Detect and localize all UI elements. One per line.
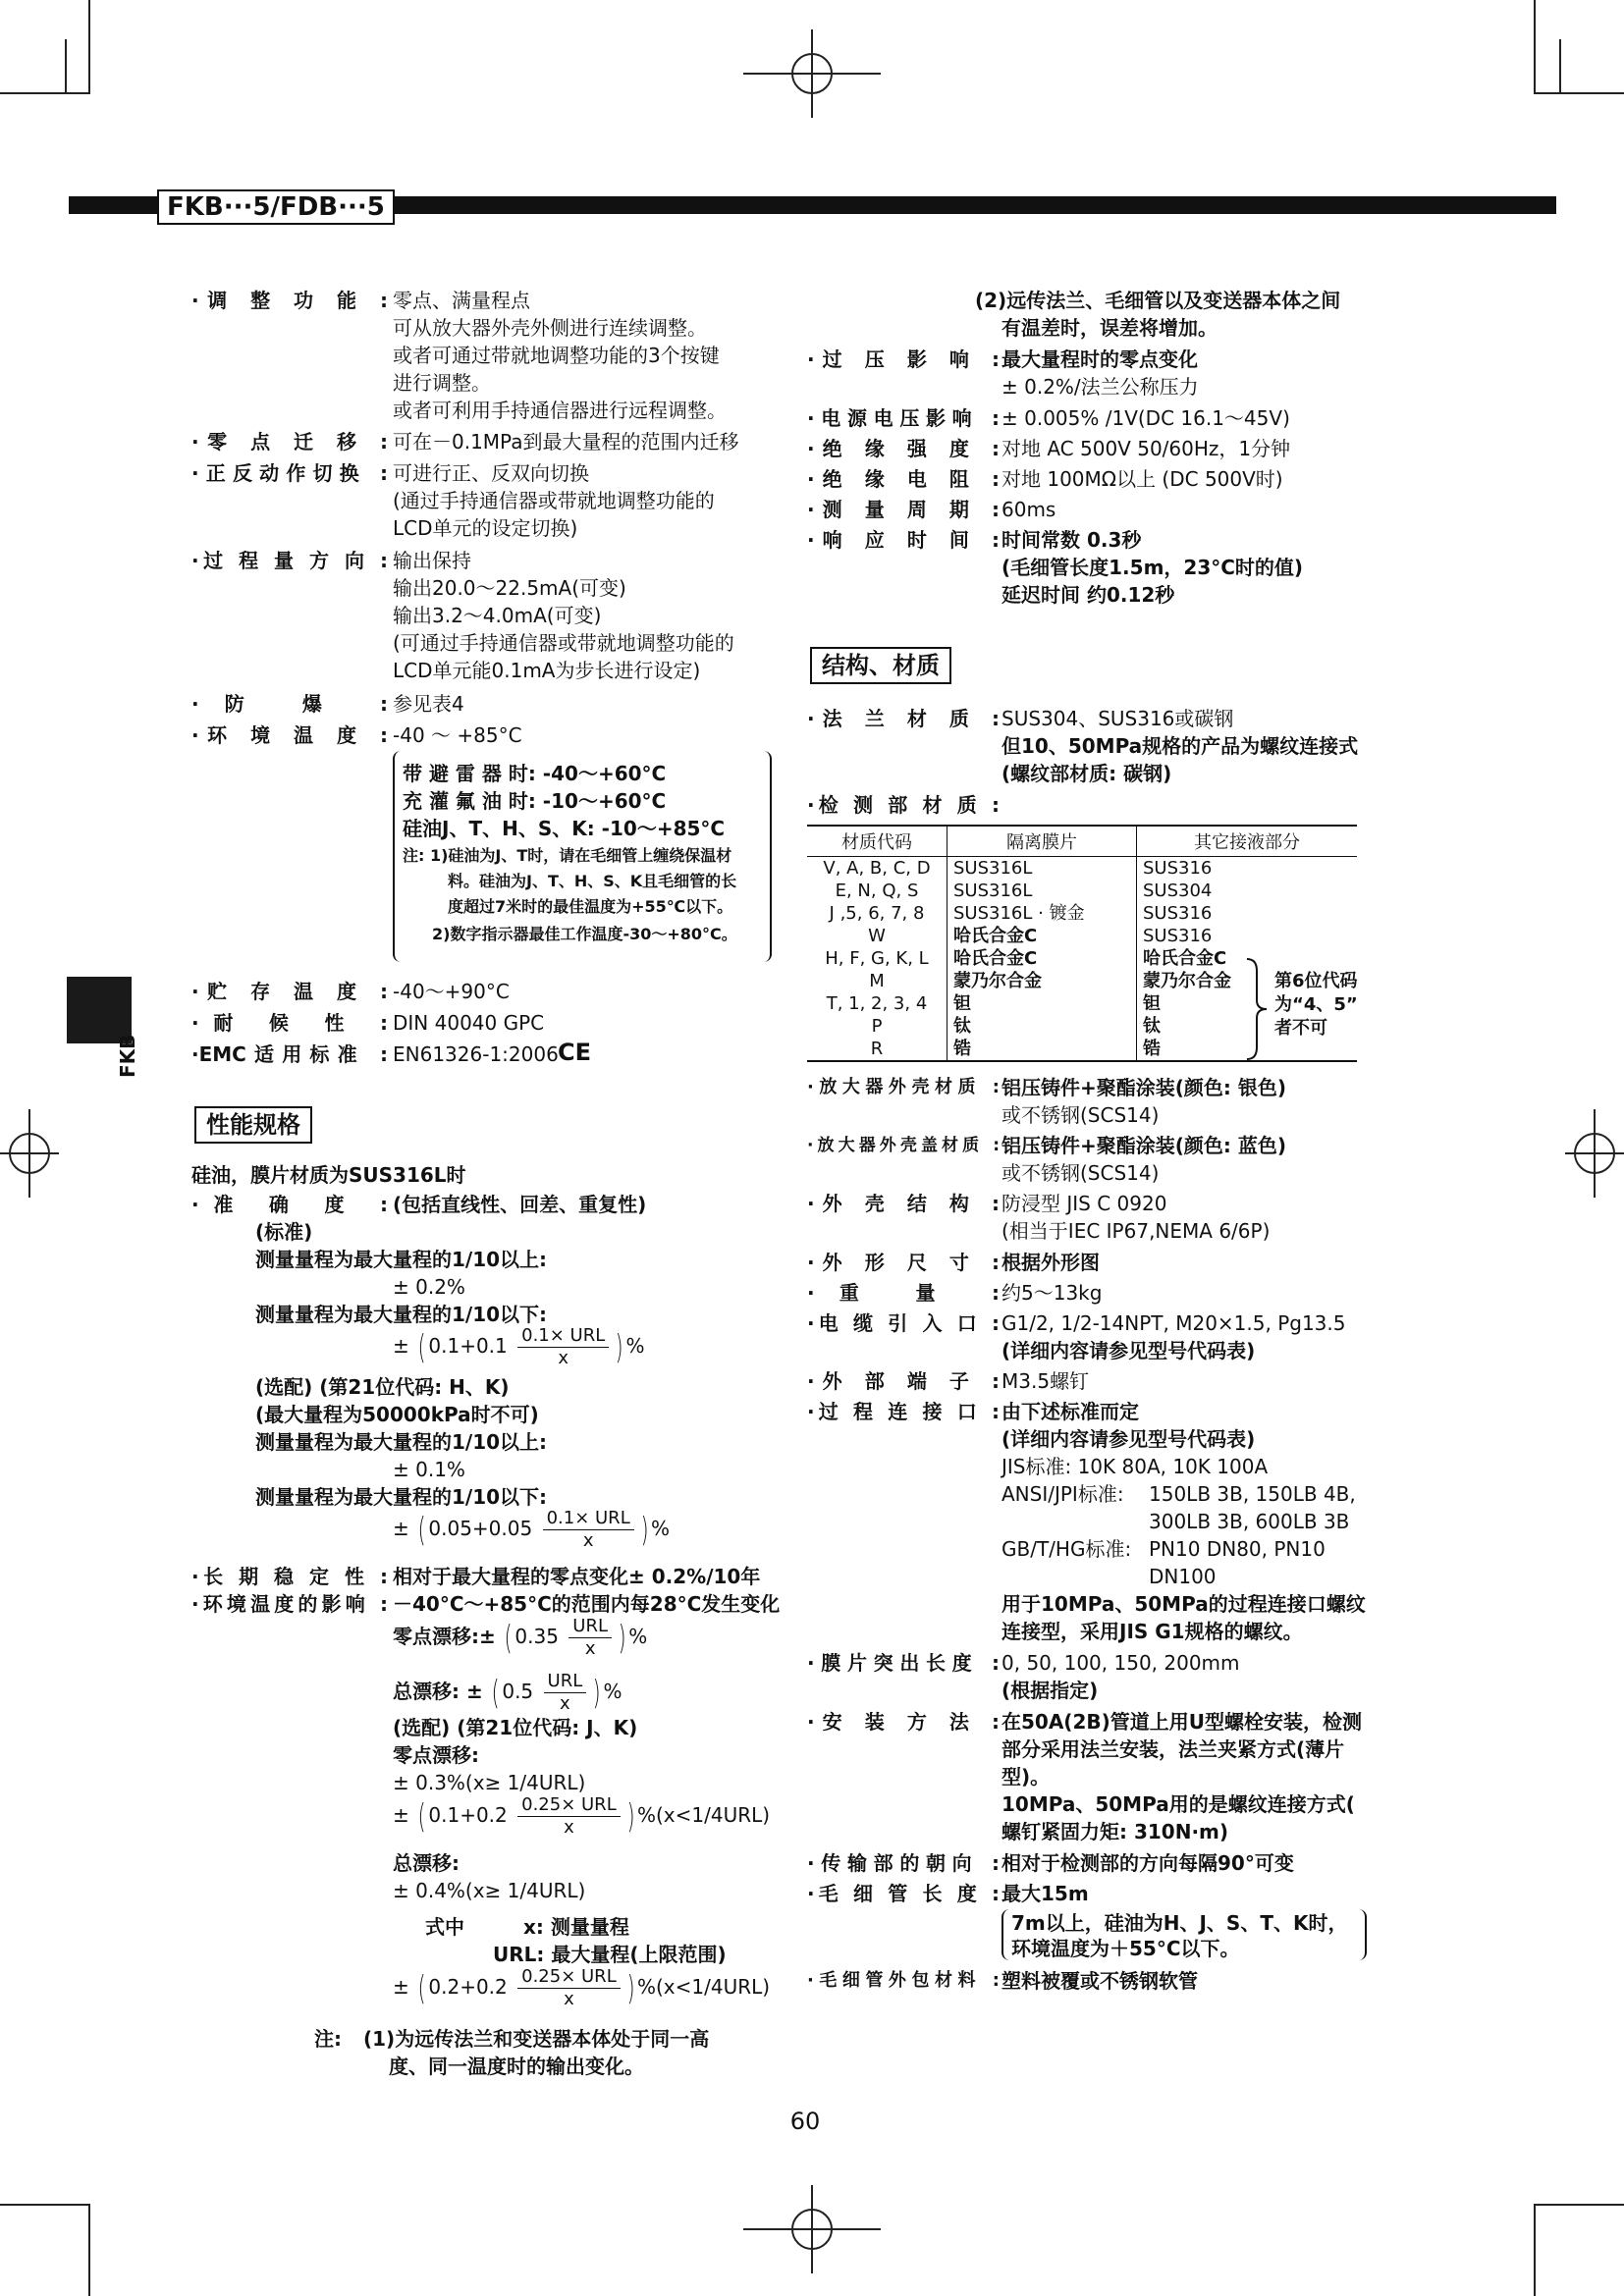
flange-line: (螺纹部材质: 碳钢) bbox=[1001, 762, 1172, 785]
accuracy-label: ·准 确 度 : bbox=[191, 1193, 388, 1216]
storage-label: ·贮 存 温 度 : bbox=[191, 980, 388, 1003]
mounting-label: ·安 装 方 法 : bbox=[807, 1710, 1000, 1734]
ambient-note: 度超过7米时的最佳温度为+55℃以下。 bbox=[448, 897, 733, 916]
terminal-value: M3.5螺钉 bbox=[1001, 1369, 1090, 1393]
table-header: 隔离膜片 bbox=[947, 826, 1137, 857]
cable-label: ·电 缆 引 入 口 : bbox=[807, 1311, 1000, 1335]
adjust-line: 或者可利用手持通信器进行远程调整。 bbox=[393, 399, 727, 422]
adjust-line: 或者可通过带就地调整功能的3个按键 bbox=[393, 344, 720, 367]
crop-mark bbox=[88, 2204, 90, 2296]
storage-value: -40～+90°C bbox=[393, 980, 510, 1003]
accuracy-cond: 测量量程为最大量程的1/10以下: bbox=[255, 1303, 548, 1326]
struct-title: 结构、材质 bbox=[810, 647, 951, 684]
crop-mark bbox=[1534, 2204, 1624, 2206]
registration-mark bbox=[743, 2185, 881, 2273]
supply-label: ·电源电压影响 : bbox=[807, 406, 1000, 430]
table-cell: 哈氏合金C bbox=[947, 947, 1137, 970]
table-cell: SUS316 bbox=[1137, 925, 1358, 947]
accuracy-formula-1: ± ( 0.1+0.1 $\frac{\text{0.1× URL}}{x}$ ) % bbox=[393, 1325, 645, 1368]
table-cell: 哈氏合金C bbox=[1137, 947, 1358, 970]
note1-label: 注: bbox=[314, 2027, 342, 2051]
process-conn-thread: 用于10MPa、50MPa的过程连接口螺纹 bbox=[1001, 1592, 1366, 1616]
table-row bbox=[807, 1038, 1357, 1061]
ambient-box-line: 带 避 雷 器 时: -40～+60°C bbox=[403, 762, 667, 785]
sheath-value: 塑料被覆或不锈钢软管 bbox=[1001, 1969, 1198, 1993]
explosion-label: ·防 爆 : bbox=[191, 692, 388, 716]
insulation-value: 对地 100MΩ以上 (DC 500V时) bbox=[1001, 467, 1283, 491]
table-cell: 锆 bbox=[947, 1038, 1137, 1061]
table-cell: V, A, B, C, D bbox=[823, 858, 931, 879]
ambient-label: ·环 境 温 度 : bbox=[191, 723, 388, 747]
process-conn-gb-label: GB/T/HG标准: bbox=[1001, 1537, 1132, 1561]
burnout-line: 输出3.2～4.0mA(可变) bbox=[393, 604, 602, 627]
crop-mark bbox=[65, 39, 67, 94]
mounting-line: 部分采用法兰安装，法兰夹紧方式(薄片 bbox=[1001, 1737, 1345, 1761]
adjust-line: 进行调整。 bbox=[393, 371, 491, 395]
overpressure-line: 最大量程时的零点变化 bbox=[1001, 347, 1198, 371]
capillary-value: 最大15m bbox=[1001, 1882, 1089, 1905]
emc-value: EN61326-1:2006 bbox=[393, 1042, 559, 1066]
burnout-line: (可通过手持通信器或带就地调整功能的 bbox=[393, 631, 734, 655]
total-drift-2: 总漂移: bbox=[393, 1851, 460, 1875]
url-definition: URL: 最大量程(上限范围) bbox=[493, 1943, 727, 1966]
dimensions-value: 根据外形图 bbox=[1001, 1251, 1100, 1274]
zero-drift-formula-2: ± ( 0.1+0.2 $\frac{\text{0.25× URL}}{x}$ ) %(x<1/4URL) bbox=[393, 1794, 771, 1838]
mounting-line: 型)。 bbox=[1001, 1765, 1051, 1789]
response-line: 延迟时间 约0.12秒 bbox=[1001, 583, 1175, 607]
adjust-label: ·调 整 功 能 : bbox=[191, 289, 388, 312]
table-cell: E, N, Q, S bbox=[835, 881, 919, 901]
side-tab-label: FKB bbox=[116, 1034, 139, 1078]
reverse-line: LCD单元的设定切换) bbox=[393, 516, 578, 540]
process-conn-ansi: 150LB 3B, 150LB 4B, bbox=[1149, 1482, 1356, 1506]
mounting-line: 在50A(2B)管道上用U型螺栓安装，检测 bbox=[1001, 1710, 1362, 1734]
process-conn-gb: DN100 bbox=[1149, 1565, 1217, 1588]
burnout-line: LCD单元能0.1mA为步长进行设定) bbox=[393, 659, 701, 682]
emc-label: ·EMC适用标准 : bbox=[191, 1042, 388, 1066]
accuracy-val: ± 0.1% bbox=[393, 1458, 465, 1481]
flange-line: SUS304、SUS316或碳钢 bbox=[1001, 707, 1234, 730]
response-line: 时间常数 0.3秒 bbox=[1001, 528, 1142, 552]
table-cell: 钛 bbox=[1137, 1015, 1358, 1038]
process-conn-line: (详细内容请参见型号代码表) bbox=[1001, 1427, 1256, 1451]
temp-effect-opt: (选配) (第21位代码: J、K) bbox=[393, 1716, 638, 1739]
dielectric-label: ·绝 缘 强 度 : bbox=[807, 437, 1000, 460]
protrusion-label: ·膜片突出长度 : bbox=[807, 1651, 1000, 1675]
protrusion-note: (根据指定) bbox=[1001, 1679, 1099, 1702]
capillary-label: ·毛 细 管 长 度 : bbox=[807, 1882, 1000, 1905]
process-conn-thread: 连接型，采用JIS G1规格的螺纹。 bbox=[1001, 1620, 1303, 1643]
table-row bbox=[807, 925, 1357, 947]
table-cell: W bbox=[868, 926, 886, 946]
direction-value: 相对于检测部的方向每隔90°可变 bbox=[1001, 1851, 1294, 1875]
weight-value: 约5～13kg bbox=[1001, 1281, 1103, 1305]
reverse-line: (通过手持通信器或带就地调整功能的 bbox=[393, 489, 715, 512]
insulation-label: ·绝 缘 电 阻 : bbox=[807, 467, 1000, 491]
cycle-label: ·测 量 周 期 : bbox=[807, 498, 1000, 521]
table-cell: SUS316L · 镀金 bbox=[947, 902, 1137, 925]
cable-value: G1/2, 1/2-14NPT, M20×1.5, Pg13.5 bbox=[1001, 1311, 1346, 1335]
weather-label: ·耐 候 性 : bbox=[191, 1011, 388, 1035]
total-drift-2-value: ± 0.4%(x≥ 1/4URL) bbox=[393, 1879, 586, 1902]
amp-cover-line: 铝压铸件+聚酯涂装(颜色: 蓝色) bbox=[1001, 1134, 1286, 1157]
note1-line: 度、同一温度时的输出变化。 bbox=[389, 2055, 644, 2078]
table-cell: SUS316L bbox=[947, 857, 1137, 881]
amp-cover-label: ·放大器外壳盖材质 : bbox=[807, 1136, 1000, 1155]
burnout-line: 输出保持 bbox=[393, 549, 471, 572]
table-header-row bbox=[807, 826, 1357, 857]
enclosure-line: 防浸型 JIS C 0920 bbox=[1001, 1192, 1167, 1215]
accuracy-cond: 测量量程为最大量程的1/10以上: bbox=[255, 1248, 548, 1271]
registration-mark bbox=[743, 29, 881, 118]
explosion-value: 参见表4 bbox=[393, 692, 464, 716]
burnout-line: 输出20.0～22.5mA(可变) bbox=[393, 576, 626, 600]
ambient-box-line: 硅油J、T、H、S、K: -10～+85°C bbox=[403, 817, 726, 840]
accuracy-cond: 测量量程为最大量程的1/10以上: bbox=[255, 1430, 548, 1454]
crop-mark bbox=[0, 92, 90, 94]
table-header: 材质代码 bbox=[807, 826, 947, 857]
perf-title: 性能规格 bbox=[194, 1106, 312, 1144]
table-side-note: 者不可 bbox=[1274, 1018, 1327, 1039]
table-cell: 锆 bbox=[1137, 1038, 1358, 1061]
ambient-box-line: 充 灌 氟 油 时: -10～+60°C bbox=[403, 789, 667, 813]
note2-line: 有温差时，误差将增加。 bbox=[1001, 316, 1218, 340]
detect-label: ·检 测 部 材 质 : bbox=[807, 793, 1000, 817]
table-cell: M bbox=[869, 971, 885, 991]
stability-value: 相对于最大量程的零点变化± 0.2%/10年 bbox=[393, 1565, 761, 1588]
process-conn-ansi-label: ANSI/JPI标准: bbox=[1001, 1482, 1124, 1506]
note2-line: (2)远传法兰、毛细管以及变送器本体之间 bbox=[975, 289, 1341, 312]
crop-mark bbox=[1534, 2204, 1536, 2296]
process-conn-gb: PN10 DN80, PN10 bbox=[1149, 1537, 1326, 1561]
crop-mark bbox=[1559, 39, 1561, 94]
response-line: (毛细管长度1.5m，23°C时的值) bbox=[1001, 556, 1304, 579]
sheath-label: ·毛细管外包材料 : bbox=[807, 1970, 1000, 1991]
accuracy-opt: (选配) (第21位代码: H、K) bbox=[255, 1375, 510, 1399]
note1-line: (1)为远传法兰和变送器本体处于同一高 bbox=[363, 2027, 710, 2051]
table-row bbox=[807, 947, 1357, 970]
table-cell: SUS316L bbox=[947, 880, 1137, 902]
mounting-line: 螺钉紧固力矩: 310N·m) bbox=[1001, 1820, 1229, 1843]
accuracy-value: (包括直线性、回差、重复性) bbox=[393, 1193, 647, 1216]
table-cell: SUS316 bbox=[1137, 857, 1358, 881]
temp-effect-value: －40°C～+85°C的范围内每28°C发生变化 bbox=[393, 1592, 781, 1616]
x-definition: x: 测量量程 bbox=[523, 1915, 629, 1939]
table-brace bbox=[1245, 957, 1269, 1061]
process-conn-ansi: 300LB 3B, 600LB 3B bbox=[1149, 1510, 1350, 1533]
ambient-note: 料。硅油为J、T、H、S、K且毛细管的长 bbox=[448, 872, 737, 890]
reverse-label: ·正反动作切换 : bbox=[191, 461, 388, 485]
accuracy-formula-2: ± ( 0.05+0.05 $\frac{\text{0.1× URL}}{x}$ ) % bbox=[393, 1508, 670, 1551]
table-row bbox=[807, 902, 1357, 925]
table-row bbox=[807, 880, 1357, 902]
table-side-note: 为“4、5” bbox=[1274, 994, 1358, 1015]
total-drift-formula-2: ± ( 0.2+0.2 $\frac{\text{0.25× URL}}{x}$ ) %(x<1/4URL) bbox=[393, 1966, 771, 2009]
crop-mark bbox=[1534, 92, 1624, 94]
process-conn-jis: JIS标准: 10K 80A, 10K 100A bbox=[1001, 1455, 1269, 1478]
response-label: ·响 应 时 间 : bbox=[807, 528, 1000, 552]
zero-drift-formula: 零点漂移:± ( 0.35 $\frac{\text{URL}}{x}$ ) % bbox=[393, 1616, 648, 1659]
silicone-note: 硅油，膜片材质为SUS316L时 bbox=[191, 1163, 466, 1187]
table-row bbox=[807, 857, 1357, 881]
ambient-value: -40 ～ +85°C bbox=[393, 723, 522, 747]
amp-cover-line: 或不锈钢(SCS14) bbox=[1001, 1161, 1160, 1185]
reverse-line: 可进行正、反双向切换 bbox=[393, 461, 589, 485]
supply-value: ± 0.005% /1V(DC 16.1～45V) bbox=[1001, 406, 1290, 430]
total-drift-formula: 总漂移: ± ( 0.5 $\frac{\text{URL}}{x}$ ) % bbox=[393, 1671, 623, 1714]
crop-mark bbox=[0, 2204, 90, 2206]
enclosure-label: ·外 壳 结 构 : bbox=[807, 1192, 1000, 1215]
crop-mark bbox=[88, 0, 90, 94]
overpressure-line: ± 0.2%/法兰公称压力 bbox=[1001, 375, 1199, 399]
accuracy-cond: 测量量程为最大量程的1/10以下: bbox=[255, 1485, 548, 1509]
zero-shift-label: ·零 点 迁 移 : bbox=[191, 430, 388, 454]
zero-drift-2-value: ± 0.3%(x≥ 1/4URL) bbox=[393, 1771, 586, 1794]
dielectric-value: 对地 AC 500V 50/60Hz，1分钟 bbox=[1001, 437, 1291, 460]
table-side-note: 第6位代码 bbox=[1274, 971, 1358, 991]
amp-case-line: 铝压铸件+聚酯涂装(颜色: 银色) bbox=[1001, 1076, 1286, 1099]
ambient-note: 2)数字指示器最佳工作温度-30～+80°C。 bbox=[432, 925, 737, 943]
burnout-label: ·过 程 量 方 向 : bbox=[191, 549, 388, 572]
table-cell: 哈氏合金C bbox=[947, 925, 1137, 947]
table-cell: P bbox=[871, 1016, 883, 1037]
where-label: 式中 bbox=[425, 1915, 464, 1939]
capillary-box-line: 环境温度为＋55°C以下。 bbox=[1011, 1937, 1240, 1960]
process-conn-line: 由下述标准而定 bbox=[1001, 1400, 1139, 1423]
table-cell: 钽 bbox=[1137, 992, 1358, 1015]
accuracy-opt-note: (最大量程为50000kPa时不可) bbox=[255, 1403, 539, 1426]
mounting-line: 10MPa、50MPa用的是螺纹连接方式( bbox=[1001, 1792, 1355, 1816]
table-cell: SUS304 bbox=[1137, 880, 1358, 902]
adjust-line: 零点、满量程点 bbox=[393, 289, 530, 312]
page-number: 60 bbox=[789, 2108, 821, 2135]
weight-label: ·重 量 : bbox=[807, 1281, 1000, 1305]
table-cell: 钛 bbox=[947, 1015, 1137, 1038]
accuracy-val: ± 0.2% bbox=[393, 1275, 465, 1299]
cycle-value: 60ms bbox=[1001, 498, 1056, 521]
registration-mark bbox=[0, 1109, 59, 1198]
amp-case-label: ·放大器外壳材质 : bbox=[807, 1077, 1000, 1097]
enclosure-line: (相当于IEC IP67,NEMA 6/6P) bbox=[1001, 1219, 1271, 1243]
terminal-label: ·外 部 端 子 : bbox=[807, 1369, 1000, 1393]
flange-label: ·法 兰 材 质 : bbox=[807, 707, 1000, 730]
weather-value: DIN 40040 GPC bbox=[393, 1011, 545, 1035]
overpressure-label: ·过 压 影 响 : bbox=[807, 347, 1000, 371]
adjust-line: 可从放大器外壳外侧进行连续调整。 bbox=[393, 316, 707, 340]
table-cell: T, 1, 2, 3, 4 bbox=[826, 993, 928, 1014]
amp-case-line: 或不锈钢(SCS14) bbox=[1001, 1103, 1160, 1127]
process-conn-label: ·过 程 连 接 口 : bbox=[807, 1400, 1000, 1423]
temp-effect-label: ·环境温度的影响 : bbox=[191, 1592, 388, 1616]
crop-mark bbox=[1534, 0, 1536, 94]
stability-label: ·长 期 稳 定 性 : bbox=[191, 1565, 388, 1588]
protrusion-value: 0, 50, 100, 150, 200mm bbox=[1001, 1651, 1240, 1675]
table-cell: J ,5, 6, 7, 8 bbox=[829, 903, 925, 924]
header-title: FKB···5/FDB···5 bbox=[157, 189, 395, 225]
ce-mark: CE bbox=[558, 1039, 592, 1066]
table-cell: H, F, G, K, L bbox=[825, 948, 929, 969]
table-cell: 蒙乃尔合金 bbox=[1137, 970, 1358, 992]
dimensions-label: ·外 形 尺 寸 : bbox=[807, 1251, 1000, 1274]
zero-drift-2: 零点漂移: bbox=[393, 1743, 479, 1767]
ambient-note: 注: 1)硅油为J、T时，请在毛细管上缠绕保温材 bbox=[403, 846, 732, 865]
table-header: 其它接液部分 bbox=[1137, 826, 1358, 857]
direction-label: ·传输部的朝向 : bbox=[807, 1851, 1000, 1875]
zero-shift-value: 可在－0.1MPa到最大量程的范围内迁移 bbox=[393, 430, 739, 454]
cable-note: (详细内容请参见型号代码表) bbox=[1001, 1339, 1256, 1362]
table-cell: 蒙乃尔合金 bbox=[947, 970, 1137, 992]
table-cell: R bbox=[807, 1038, 947, 1061]
table-cell: SUS316 bbox=[1137, 902, 1358, 925]
table-cell: 钽 bbox=[947, 992, 1137, 1015]
accuracy-std: (标准) bbox=[255, 1220, 313, 1244]
registration-mark bbox=[1565, 1109, 1624, 1198]
capillary-box-line: 7m以上，硅油为H、J、S、T、K时， bbox=[1011, 1911, 1348, 1935]
flange-line: 但10、50MPa规格的产品为螺纹连接式 bbox=[1001, 734, 1359, 758]
